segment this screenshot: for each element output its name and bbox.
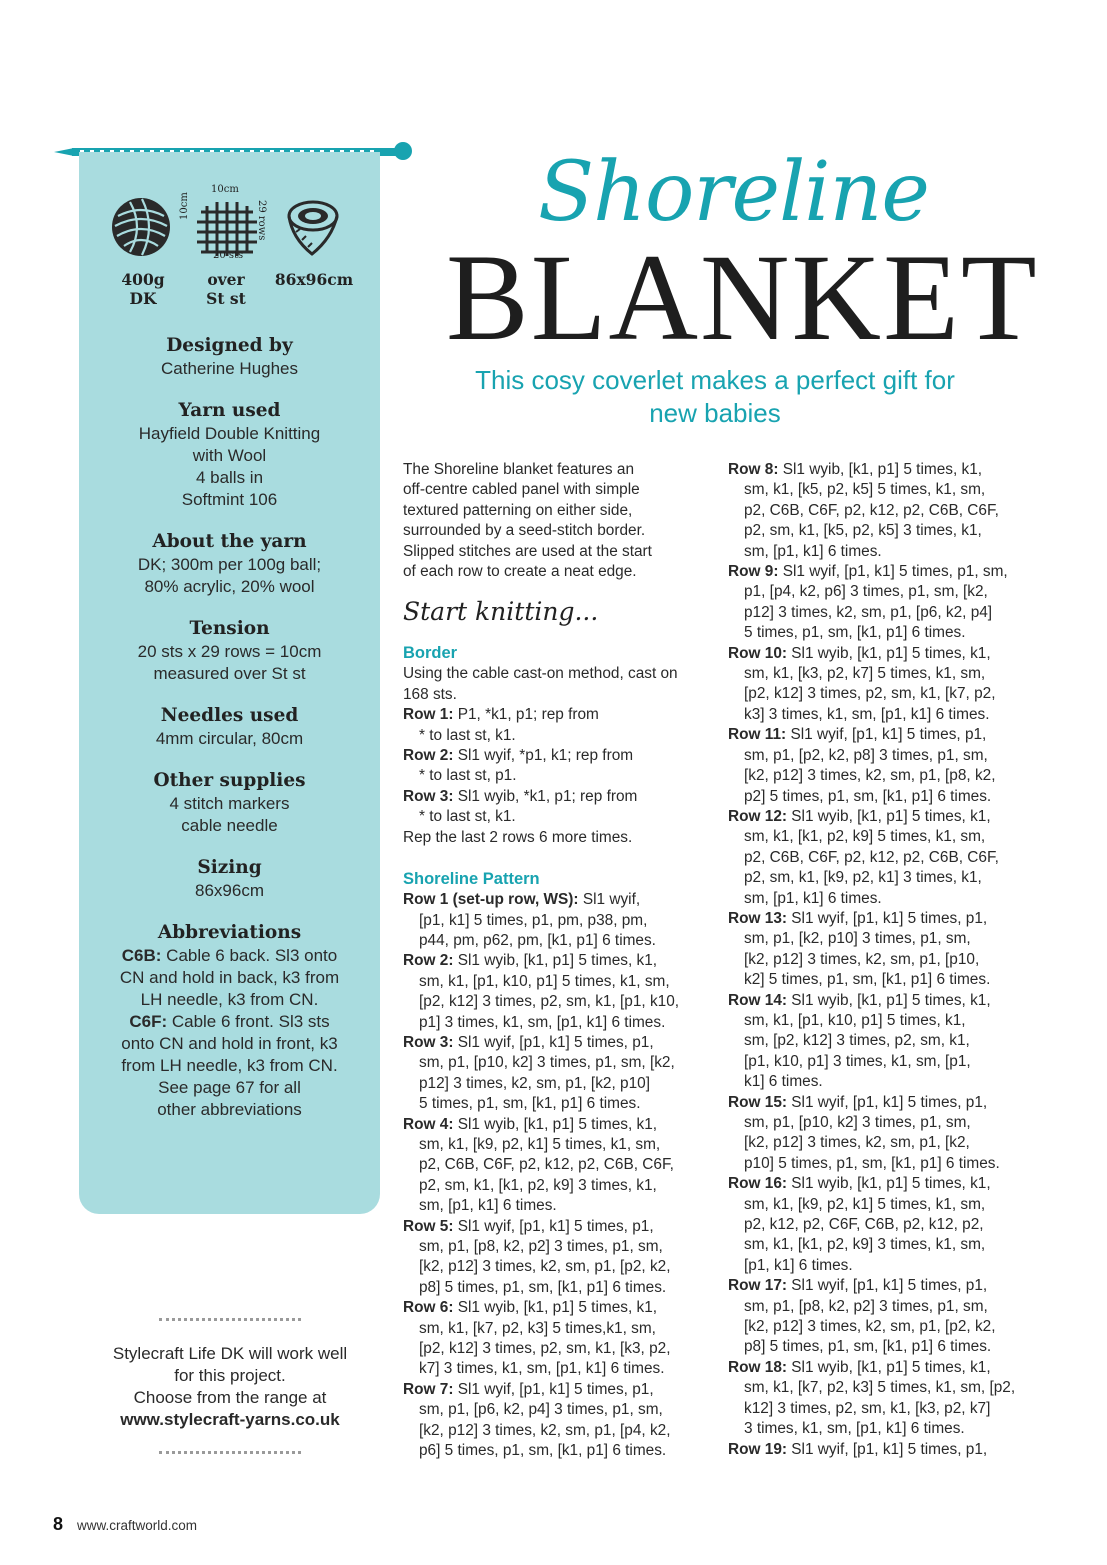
page-number: 8 [53,1514,64,1534]
pattern-row-line: sm, k1, [k1, p2, k9] 3 times, k1, sm, [744,1236,986,1254]
page-footer [53,1514,197,1535]
dotted-divider [159,1318,301,1321]
row-label: Row 12: [728,807,788,825]
pattern-row-line: sm, p1, [p8, k2, p2] 3 times, p1, sm, [419,1238,663,1255]
section-line: 4 stitch markers [169,794,290,813]
row-label: Row 19: [728,1440,788,1458]
row-text: Sl1 wyib, [k1, p1] 5 times, k1, [787,644,991,662]
pattern-rows [403,890,713,1461]
row-text: Sl1 wyif, [p1, k1] 5 times, p1, sm, [778,563,1008,581]
pattern-row-line: p2, sm, k1, [k5, p2, k5] 3 times, k1, [744,522,982,540]
needles-section [79,704,380,750]
pattern-row-line [728,460,1028,480]
footer-url: www.craftworld.com [77,1518,198,1533]
pattern-row-line: k12] 3 times, p2, sm, k1, [k3, p2, k7] [744,1399,991,1417]
yarn-used-section [79,399,380,511]
yarn-weight-caption [98,270,188,308]
pattern-row-line: sm, p1, [p10, k2] 3 times, p1, sm, [744,1114,971,1131]
pattern-row-line: sm, k1, [k7, p2, k3] 5 times, k1, sm, [p2, [744,1379,1016,1397]
cast-on-line: 168 sts. [403,685,457,703]
promo-url-link[interactable]: www.stylecraft-yarns.co.uk [120,1410,340,1429]
row-label: Row 7: [403,1380,454,1398]
intro-line: off-centre cabled panel with simple [403,481,640,499]
pattern-row-line [403,1115,713,1135]
title-script: Shoreline [538,145,929,240]
row-text: Sl1 wyif, [578,891,641,909]
row-label: Row 16: [728,1175,788,1193]
abbrev-text: Cable 6 front. Sl3 sts [167,1012,330,1031]
pattern-row-line [728,644,1028,664]
intro-line: of each row to create a neat edge. [403,563,637,581]
pattern-row-line [728,725,1028,745]
pattern-row-line: * to last st, k1. [419,808,516,826]
row-label: Row 11: [728,726,787,744]
row-label: Row 3: [403,1033,454,1051]
row-text: Sl1 wyif, [p1, k1] 5 times, p1, [453,1217,654,1235]
pattern-row-line: k2] 5 times, p1, sm, [k1, p1] 6 times. [744,971,991,989]
supplies-section [79,769,380,837]
row-text: Sl1 wyib, [k1, p1] 5 times, k1, [453,1115,658,1133]
pattern-row-line: p2, C6B, C6F, p2, k12, p2, C6B, C6F, [744,501,999,519]
row-label: Row 10: [728,644,788,662]
row-label: Row 4: [403,1115,454,1133]
section-heading: Tension [189,618,270,639]
abbrev-line: onto CN and hold in front, k3 [121,1034,338,1053]
row-text: Sl1 wyib, *k1, p1; rep from [453,787,638,805]
pattern-row-line: [p2, k12] 3 times, p2, sm, k1, [p1, k10, [419,993,680,1011]
page-title: BLANKET [446,229,1039,366]
abbrev-line: from LH needle, k3 from CN. [121,1056,338,1075]
pattern-row-line: p44, pm, p62, pm, [k1, p1] 6 times. [419,931,656,949]
pattern-row-line: [k2, p12] 3 times, k2, sm, p1, [p4, k2, [419,1421,671,1439]
abbrev-line [79,945,380,967]
caption-line: DK [129,289,157,308]
pattern-row-line: p6] 5 times, p1, sm, [k1, p1] 6 times. [419,1442,667,1460]
row-label: Row 14: [728,991,788,1009]
intro-line: textured patterning on either side, [403,501,633,519]
row-text: Sl1 wyif, [p1, k1] 5 times, p1, [787,909,988,927]
row-text: Sl1 wyib, [k1, p1] 5 times, k1, [453,952,658,970]
tension-section [79,617,380,685]
pattern-column-2 [728,460,1028,1460]
abbrev-line: LH needle, k3 from CN. [140,990,319,1009]
grid-right-label: 29 rows [256,200,267,241]
section-heading: Sizing [197,857,262,878]
row-text: Sl1 wyib, [k1, p1] 5 times, k1, [787,1358,991,1376]
pattern-row-line [728,1174,1028,1194]
pattern-row-line: p2, k12, p2, C6F, C6B, p2, k12, p2, [744,1216,984,1234]
row-text: Sl1 wyif, [p1, k1] 5 times, p1, [453,1033,654,1051]
row-text: Sl1 wyif, *p1, k1; rep from [453,747,634,765]
pattern-row-line [403,1033,713,1053]
pattern-row-line: p2, sm, k1, [k1, p2, k9] 3 times, k1, [419,1176,657,1194]
row-text: Sl1 wyib, [k1, p1] 5 times, k1, [787,991,991,1009]
pattern-row-line: k1] 6 times. [744,1073,823,1091]
pattern-row-line: [p1, k1] 6 times. [744,1256,853,1274]
pattern-row-line [403,951,713,971]
pattern-row-line [728,991,1028,1011]
row-label: Row 18: [728,1358,788,1376]
pattern-row-line: [p2, k12] 3 times, p2, sm, k1, [k7, p2, [744,685,996,703]
row-label: Row 6: [403,1299,454,1317]
promo-line: Choose from the range at [133,1388,327,1407]
row-label: Row 1: [403,706,454,724]
cast-on-line: Using the cable cast-on method, cast on [403,665,678,683]
pattern-row-line: sm, p1, [p10, k2] 3 times, p1, sm, [k2, [419,1054,675,1072]
pattern-row-line: sm, [p1, k1] 6 times. [744,889,882,907]
section-line: with Wool [192,446,267,465]
intro-line: The Shoreline blanket features an [403,461,635,478]
repeat-instruction: Rep the last 2 rows 6 more times. [403,828,633,846]
pattern-row-line: * to last st, k1. [419,726,516,744]
pattern-row-line: [k2, p12] 3 times, k2, sm, p1, [p8, k2, [744,767,996,785]
pattern-row-line: sm, p1, [k2, p10] 3 times, p1, sm, [744,930,971,948]
pattern-row-line: sm, k1, [k1, p2, k9] 5 times, k1, sm, [744,828,986,846]
pattern-row-line: p8] 5 times, p1, sm, [k1, p1] 6 times. [744,1338,992,1356]
pattern-row-line [728,1440,1028,1460]
caption-line: 400g [121,270,165,289]
row-text: Sl1 wyib, [k1, p1] 5 times, k1, [787,807,991,825]
border-rows [403,705,713,827]
section-line: 86x96cm [195,881,264,900]
pattern-row-line: [k2, p12] 3 times, k2, sm, p1, [p2, k2, [744,1318,996,1336]
abbrev-line: CN and hold in back, k3 from [119,968,340,987]
pattern-row-line: 5 times, p1, sm, [k1, p1] 6 times. [419,1095,641,1113]
abbrev-term: C6B: [121,946,162,965]
pattern-row-line [403,1380,713,1400]
pattern-row-line [728,909,1028,929]
border-heading: Border [403,644,458,663]
pattern-row-line: sm, p1, [p2, k2, p8] 3 times, p1, sm, [744,746,988,764]
pattern-row-line: sm, k1, [k3, p2, k7] 5 times, k1, sm, [744,665,986,683]
pattern-row-line [403,1217,713,1237]
caption-line: over [207,270,245,289]
row-label: Row 1 (set-up row, WS): [403,891,579,909]
row-label: Row 13: [728,909,788,927]
designer-section [79,334,380,380]
sizing-section [79,856,380,902]
pattern-row-line: [k2, p12] 3 times, k2, sm, p1, [p10, [744,950,980,968]
pattern-row-line: sm, k1, [p1, k10, p1] 5 times, k1, sm, [419,972,670,990]
abbreviations-section [79,921,380,1121]
pattern-row-line [403,1298,713,1318]
section-line: Catherine Hughes [160,359,299,378]
row-label: Row 9: [728,563,779,581]
pattern-row-line: p1] 3 times, k1, sm, [p1, k1] 6 times. [419,1013,666,1031]
row-text: Sl1 wyib, [k1, p1] 5 times, k1, [787,1175,991,1193]
about-yarn-section [79,530,380,598]
section-line: DK; 300m per 100g ball; [137,555,322,574]
pattern-row-line: p1, [p4, k2, p6] 3 times, p1, sm, [k2, [744,583,988,601]
grid-left-label: 10cm [179,192,190,220]
section-line: cable needle [181,816,278,835]
row-label: Row 15: [728,1093,788,1111]
pattern-row-line [728,562,1028,582]
pattern-row-line [728,1276,1028,1296]
row-text: P1, *k1, p1; rep from [453,706,599,724]
pattern-row-line [403,705,713,725]
intro-line: Slipped stitches are used at the start [403,542,652,560]
pattern-row-line: [k2, p12] 3 times, k2, sm, p1, [p2, k2, [419,1258,671,1276]
promo-line: Stylecraft Life DK will work well [112,1344,348,1363]
pattern-row-line: p10] 5 times, p1, sm, [k1, p1] 6 times. [744,1154,1000,1172]
pattern-column-1 [403,460,713,1461]
grid-top-label: 10cm [211,184,239,195]
pattern-heading: Shoreline Pattern [403,870,540,889]
start-knitting-heading: Start knitting... [403,597,599,627]
pattern-row-line: p2] 5 times, p1, sm, [k1, p1] 6 times. [744,787,992,805]
row-label: Row 2: [403,747,454,765]
pattern-row-line: 3 times, k1, sm, [p1, k1] 6 times. [744,1420,965,1438]
caption-line: 86x96cm [274,270,354,289]
pattern-row-line: sm, k1, [k9, p2, k1] 5 times, k1, sm, [419,1135,661,1153]
row-text: Sl1 wyif, [p1, k1] 5 times, p1, [787,1093,988,1111]
pattern-row-line: p2, C6B, C6F, p2, k12, p2, C6B, C6F, [744,848,999,866]
pattern-row-line: sm, [p2, k12] 3 times, p2, sm, k1, [744,1032,970,1050]
pattern-row-line: * to last st, p1. [419,767,517,785]
row-text: Sl1 wyif, [p1, k1] 5 times, p1, [787,1440,988,1458]
pattern-row-line: sm, p1, [p6, k2, p4] 3 times, p1, sm, [419,1401,663,1419]
row-label: Row 17: [728,1277,788,1295]
pattern-row-line [403,787,713,807]
pattern-row-line [728,1093,1028,1113]
yarn-ball-icon [110,196,172,258]
pattern-row-line: k7] 3 times, k1, sm, [p1, k1] 6 times. [419,1360,665,1378]
pattern-row-line: sm, [p1, k1] 6 times. [744,542,882,560]
pattern-row-line: [p1, k10, p1] 3 times, k1, sm, [p1, [744,1052,971,1070]
pattern-row-line: sm, k1, [p1, k10, p1] 5 times, k1, [744,1011,966,1029]
intro-line: surrounded by a seed-stitch border. [403,522,646,540]
pattern-row-line [403,746,713,766]
row-text: Sl1 wyib, [k1, p1] 5 times, k1, [778,461,983,478]
dotted-divider [159,1451,301,1454]
row-text: Sl1 wyif, [p1, k1] 5 times, p1, [453,1380,654,1398]
size-caption [269,270,359,289]
row-label: Row 5: [403,1217,454,1235]
section-heading: Other supplies [153,770,306,791]
pattern-rows [728,460,1028,1460]
tension-caption [181,270,271,308]
key-info-icons [79,184,380,315]
abbrev-line: See page 67 for all [158,1078,301,1097]
pattern-row-line: p2, sm, k1, [k9, p2, k1] 3 times, k1, [744,869,982,887]
row-text: Sl1 wyib, [k1, p1] 5 times, k1, [453,1299,658,1317]
pattern-row-line: p12] 3 times, k2, sm, p1, [p6, k2, p4] [744,603,993,621]
promo-text [96,1343,364,1431]
section-line: 80% acrylic, 20% wool [144,577,315,596]
row-text: Sl1 wyif, [p1, k1] 5 times, p1, [787,1277,988,1295]
pattern-row-line: sm, p1, [p8, k2, p2] 3 times, p1, sm, [744,1297,988,1315]
sidebar-sections [79,334,380,1140]
row-label: Row 2: [403,952,454,970]
abbrev-line: other abbreviations [157,1100,302,1119]
abbrev-text: Cable 6 back. Sl3 onto [161,946,338,965]
yarn-promo [96,1318,364,1454]
row-text: Sl1 wyif, [p1, k1] 5 times, p1, [786,726,987,744]
pattern-row-line: p8] 5 times, p1, sm, [k1, p1] 6 times. [419,1278,667,1296]
section-line: 20 sts x 29 rows = 10cm [137,642,322,661]
pattern-row-line: [p1, k1] 5 times, p1, pm, p38, pm, [419,911,648,929]
intro-paragraph [403,460,713,582]
section-line: measured over St st [153,664,306,683]
section-heading: Abbreviations [157,922,302,943]
pattern-row-line: 5 times, p1, sm, [k1, p1] 6 times. [744,624,966,642]
promo-line: for this project. [174,1366,286,1385]
section-line: 4mm circular, 80cm [155,729,304,748]
info-sidebar [79,152,380,1214]
section-line: Hayfield Double Knitting [138,424,321,443]
pattern-row-line: p2, C6B, C6F, p2, k12, p2, C6B, C6F, [419,1156,674,1174]
pattern-row-line [403,890,713,910]
tape-measure-icon [286,198,342,258]
section-heading: Yarn used [178,400,281,421]
pattern-row-line [728,1358,1028,1378]
section-heading: Needles used [160,705,299,726]
caption-line: St st [206,289,246,308]
pattern-row-line [728,807,1028,827]
section-heading: About the yarn [152,531,307,552]
pattern-row-line: [p2, k12] 3 times, p2, sm, k1, [k3, p2, [419,1340,671,1358]
row-label: Row 3: [403,787,454,805]
row-label: Row 8: [728,461,779,478]
pattern-row-line: [k2, p12] 3 times, k2, sm, p1, [k2, [744,1134,970,1152]
section-heading: Designed by [166,335,293,356]
pattern-row-line: sm, k1, [k5, p2, k5] 5 times, k1, sm, [744,481,986,499]
pattern-row-line: sm, [p1, k1] 6 times. [419,1197,557,1215]
section-line: Softmint 106 [181,490,278,509]
grid-bottom-label: 20 sts [213,250,244,261]
abbrev-line [79,1011,380,1033]
subtitle: This cosy coverlet makes a perfect gift for new babies [475,365,955,428]
pattern-row-line: p12] 3 times, k2, sm, p1, [k2, p10] [419,1074,650,1092]
pattern-row-line: k3] 3 times, k1, sm, [p1, k1] 6 times. [744,705,990,723]
section-line: 4 balls in [195,468,264,487]
pattern-row-line: sm, k1, [k7, p2, k3] 5 times,k1, sm, [419,1319,656,1337]
abbrev-term: C6F: [129,1012,168,1031]
pattern-row-line: sm, k1, [k9, p2, k1] 5 times, k1, sm, [744,1195,986,1213]
